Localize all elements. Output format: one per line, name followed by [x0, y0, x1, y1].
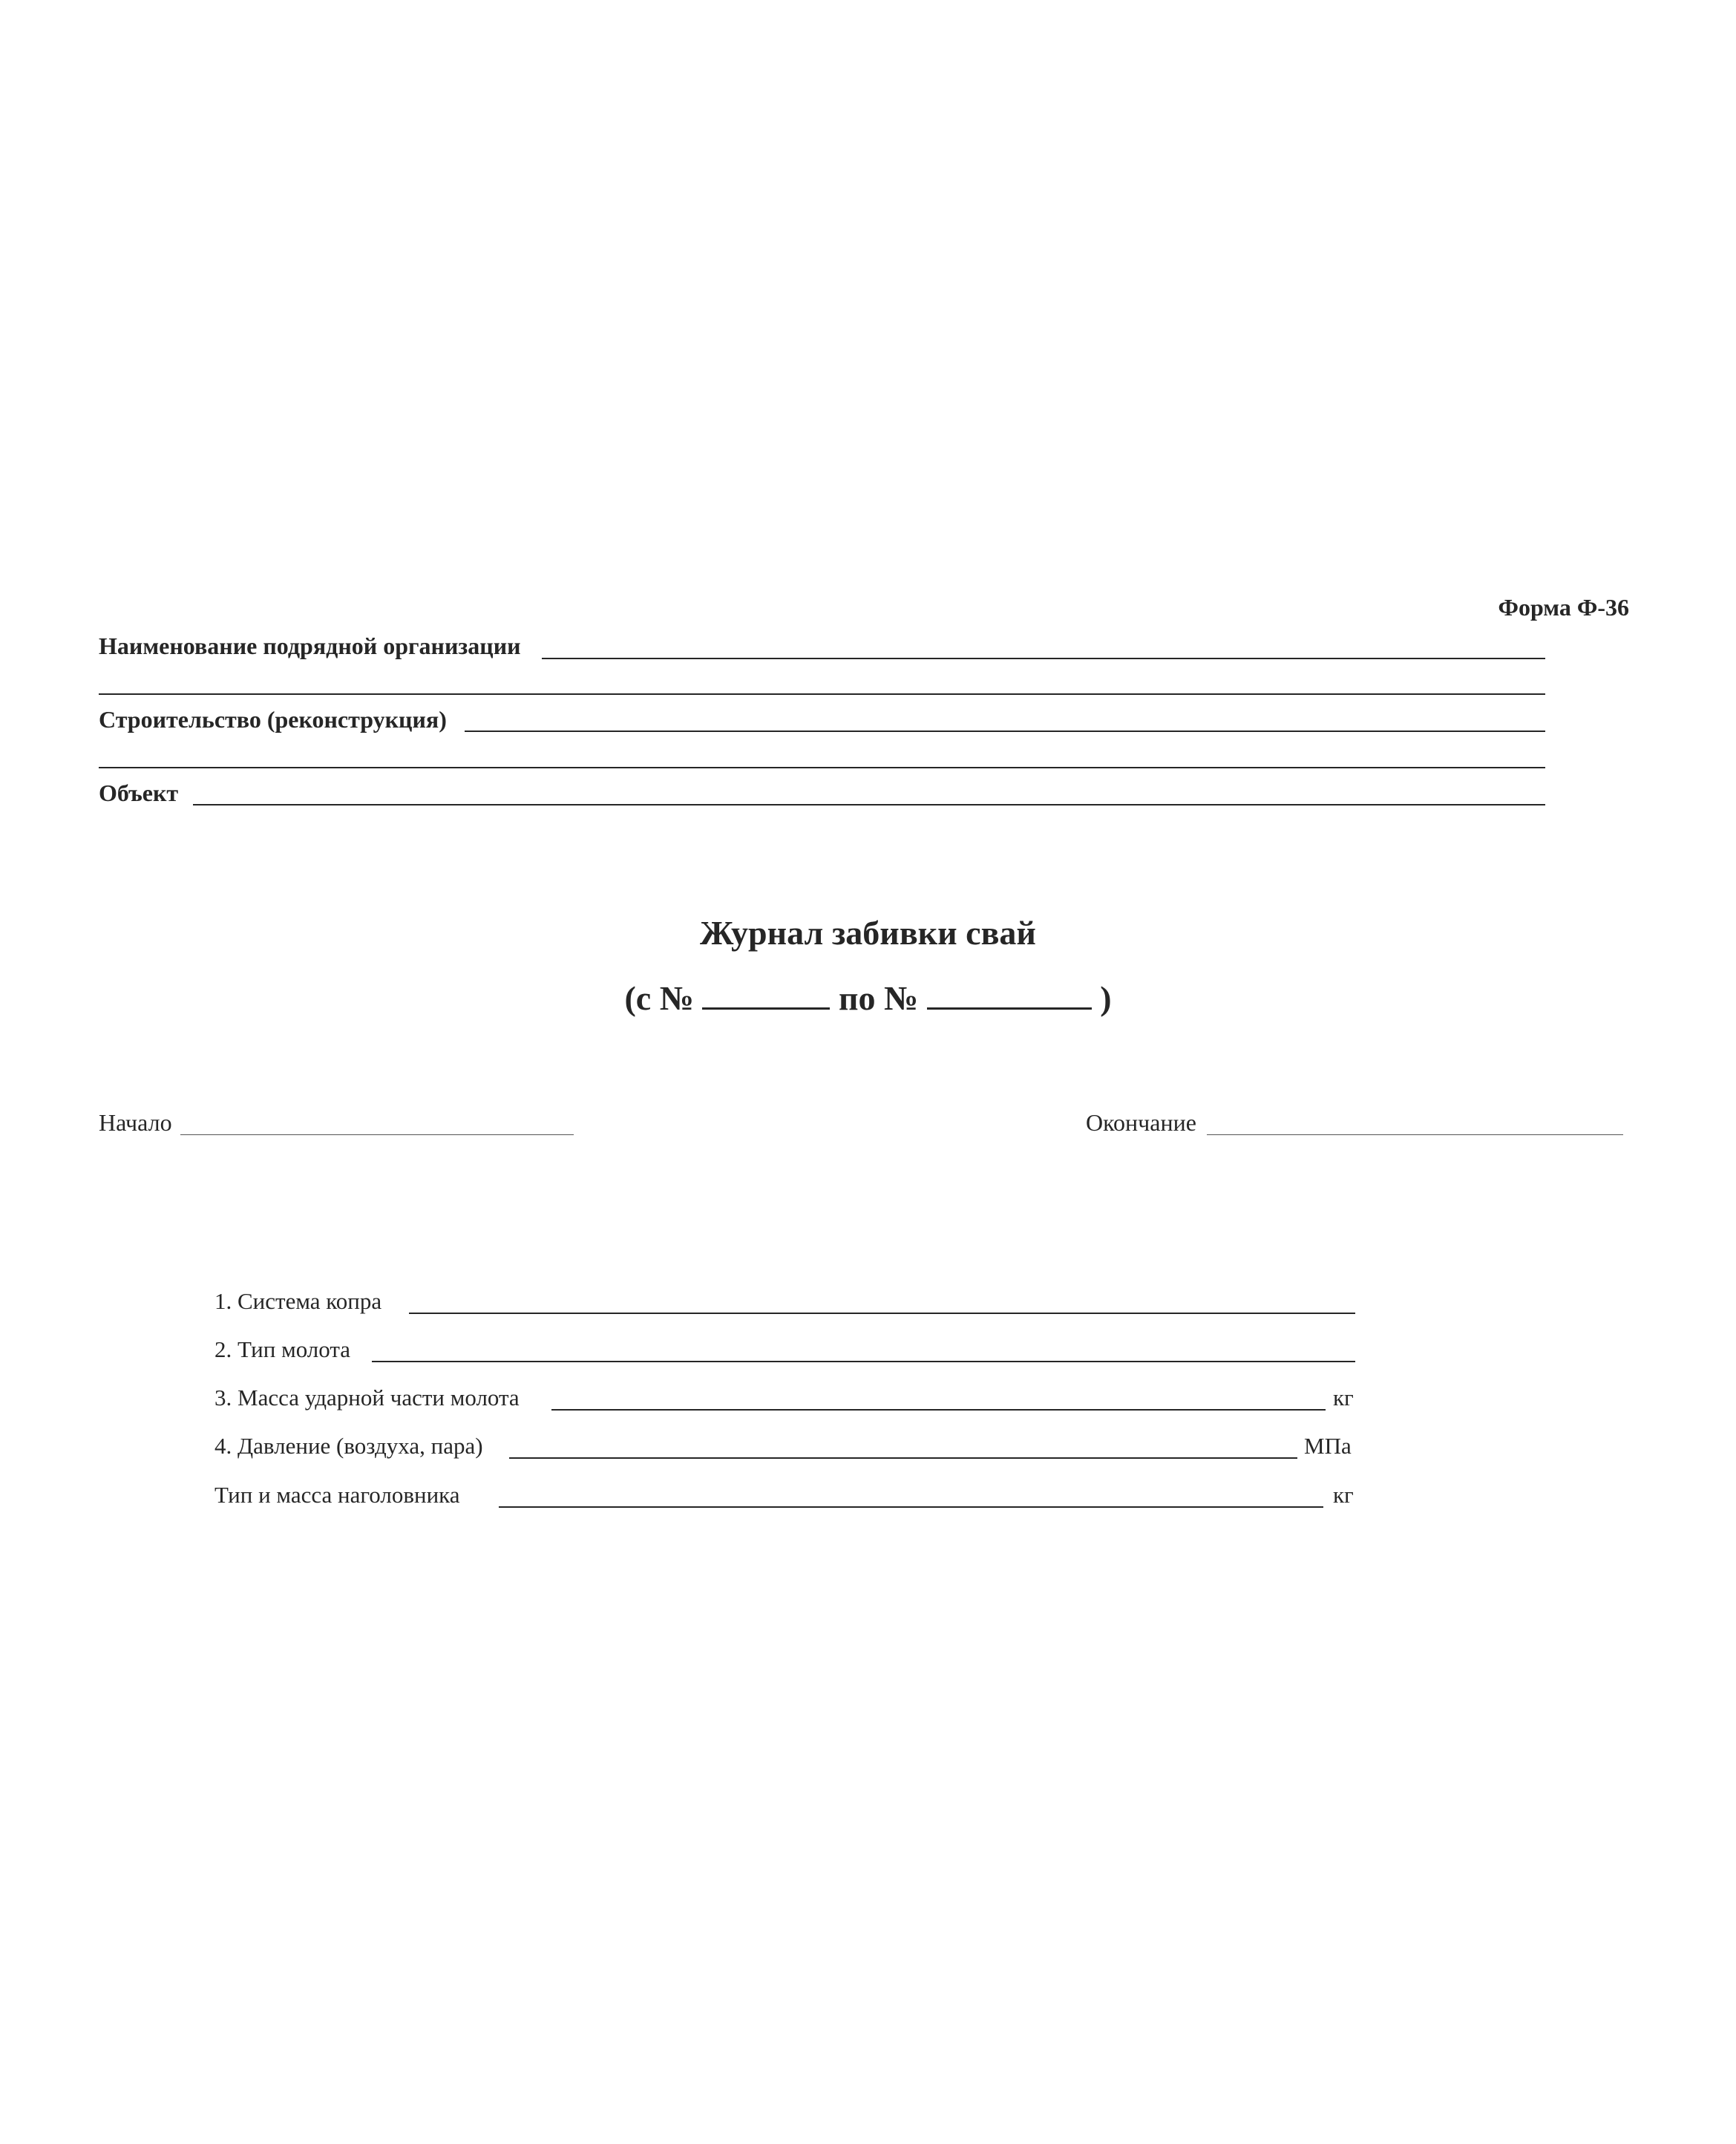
- object-label: Объект: [99, 780, 179, 806]
- spec-field-helmet[interactable]: [499, 1506, 1323, 1508]
- spec-field-ram-mass[interactable]: [551, 1409, 1326, 1411]
- start-label: Начало: [99, 1109, 172, 1136]
- spec-label-ram-mass: 3. Масса ударной части молота: [214, 1385, 520, 1411]
- start-field[interactable]: [180, 1134, 574, 1135]
- spec-unit-helmet: кг: [1333, 1482, 1354, 1508]
- end-label: Окончание: [1086, 1109, 1196, 1136]
- spec-field-hammer-type[interactable]: [372, 1361, 1355, 1362]
- contractor-field[interactable]: [542, 658, 1545, 659]
- construction-label: Строительство (реконструкция): [99, 706, 447, 733]
- journal-title: Журнал забивки свай: [700, 914, 1036, 952]
- contractor-field-continuation[interactable]: [99, 693, 1545, 695]
- spec-field-pressure[interactable]: [509, 1457, 1297, 1459]
- construction-field[interactable]: [465, 731, 1545, 732]
- spec-unit-pressure: МПа: [1304, 1433, 1352, 1459]
- spec-field-pile-driver[interactable]: [409, 1313, 1355, 1314]
- spec-label-helmet: Тип и масса наголовника: [214, 1482, 460, 1508]
- range-to-field[interactable]: [927, 982, 1092, 1010]
- contractor-label: Наименование подрядной организации: [99, 633, 521, 659]
- object-field[interactable]: [193, 804, 1545, 805]
- spec-unit-ram-mass: кг: [1333, 1385, 1354, 1411]
- range-open: (с №: [624, 979, 694, 1017]
- spec-label-pressure: 4. Давление (воздуха, пара): [214, 1433, 483, 1459]
- range-from-field[interactable]: [702, 982, 830, 1010]
- spec-label-pile-driver: 1. Система копра: [214, 1288, 382, 1314]
- form-code: Форма Ф-36: [1498, 594, 1629, 621]
- construction-field-continuation[interactable]: [99, 767, 1545, 768]
- pile-range: [0, 978, 1736, 1018]
- end-field[interactable]: [1207, 1134, 1623, 1135]
- range-close: ): [1100, 979, 1112, 1017]
- range-mid: по №: [838, 979, 919, 1017]
- spec-label-hammer-type: 2. Тип молота: [214, 1336, 351, 1362]
